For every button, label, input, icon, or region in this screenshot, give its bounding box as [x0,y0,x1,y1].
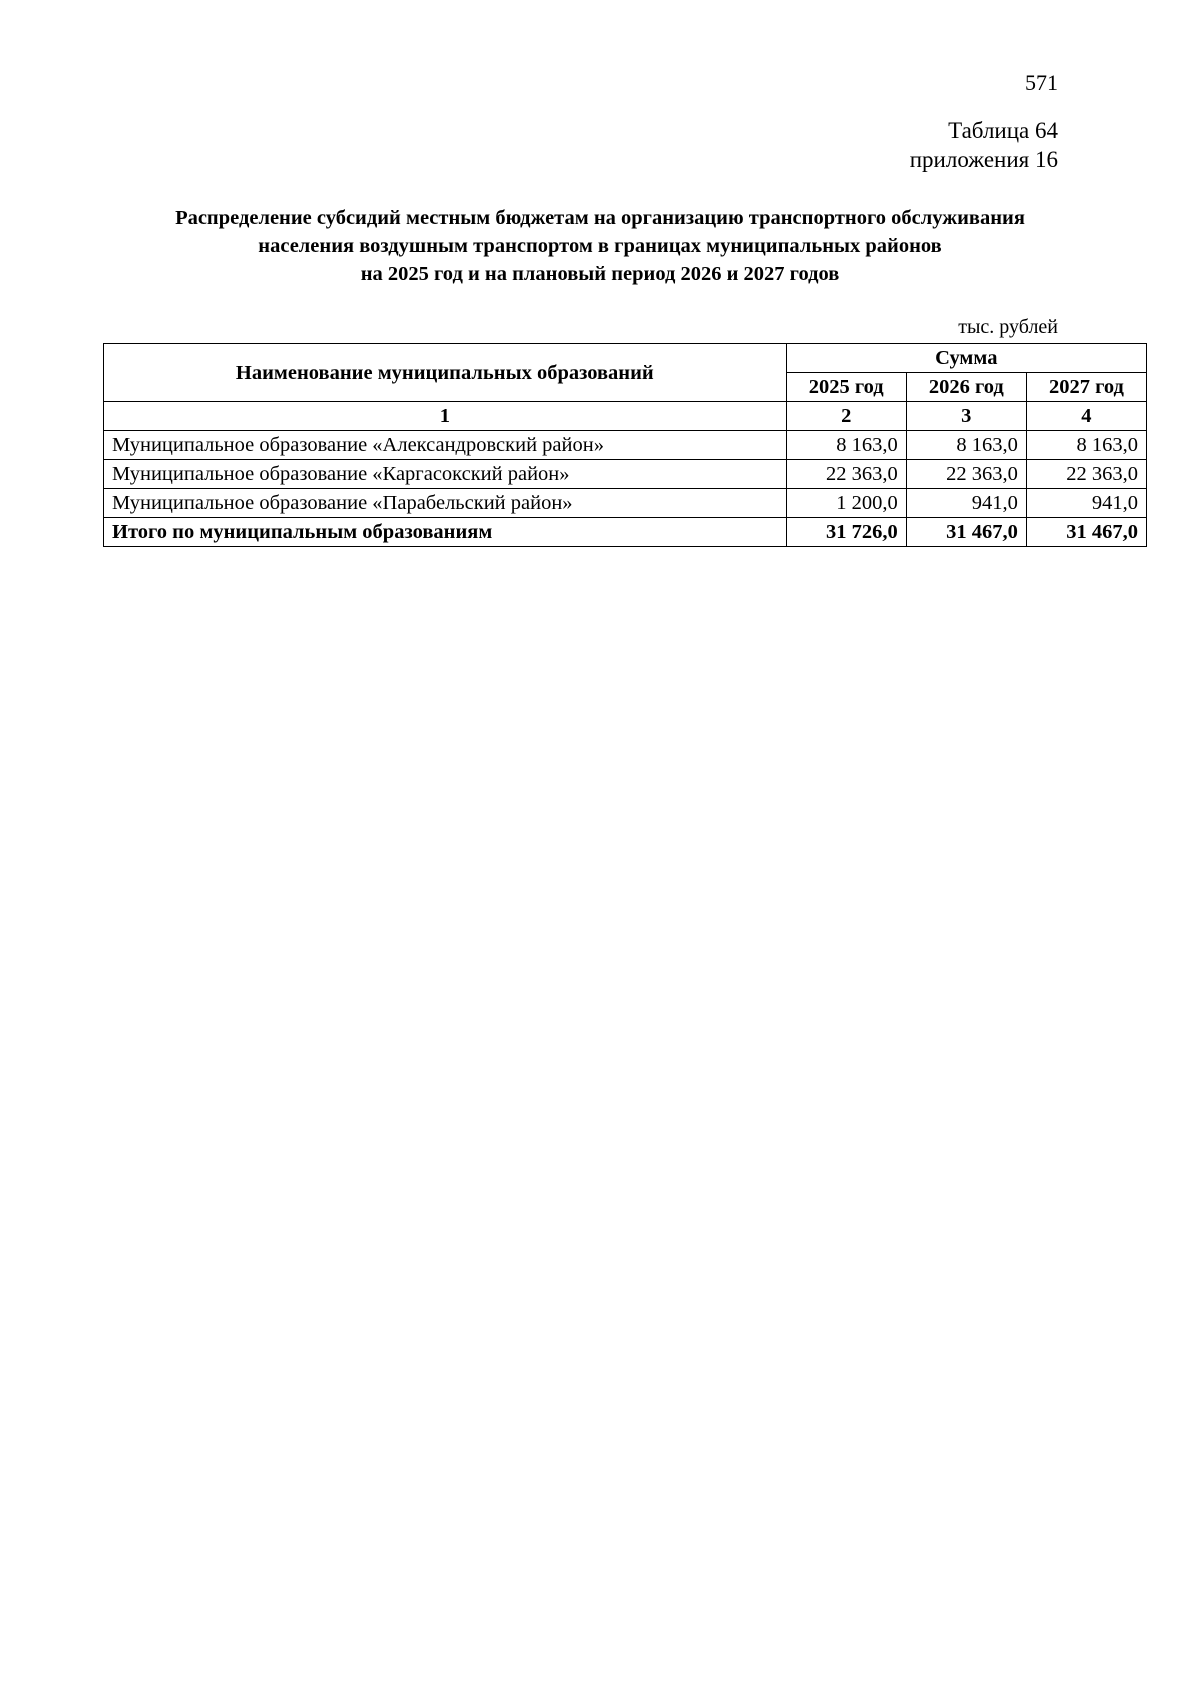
column-number: 4 [1026,402,1146,431]
units-label: тыс. рублей [958,316,1058,338]
document-title [96,204,1104,288]
municipality-name: Муниципальное образование «Парабельский район» [104,489,787,518]
title-line-1: Распределение субсидий местным бюджетам на организацию транспортного обслуживания [175,207,1025,229]
column-number: 3 [906,402,1026,431]
amount-cell: 22 363,0 [1026,460,1146,489]
table-number: Таблица 64 [948,118,1058,143]
total-amount: 31 726,0 [786,518,906,547]
total-amount: 31 467,0 [906,518,1026,547]
header-sum: Сумма [786,344,1146,373]
table-reference [910,116,1058,174]
header-year: 2027 год [1026,373,1146,402]
amount-cell: 941,0 [906,489,1026,518]
header-year: 2026 год [906,373,1026,402]
header-year: 2025 год [786,373,906,402]
municipality-name: Муниципальное образование «Каргасокский район» [104,460,787,489]
table-row [104,460,1147,489]
column-number: 2 [786,402,906,431]
amount-cell: 22 363,0 [786,460,906,489]
title-line-2: населения воздушным транспортом в границах муниципальных районов [258,235,942,257]
title-line-3: на 2025 год и на плановый период 2026 и 2027 годов [360,263,840,285]
amount-cell: 8 163,0 [786,431,906,460]
amount-cell: 941,0 [1026,489,1146,518]
column-numbers-row [104,402,1147,431]
total-row [104,518,1147,547]
subsidy-table [103,343,1147,547]
table-row [104,431,1147,460]
amount-cell: 1 200,0 [786,489,906,518]
column-number: 1 [104,402,787,431]
total-amount: 31 467,0 [1026,518,1146,547]
table-row [104,489,1147,518]
municipality-name: Муниципальное образование «Александровский район» [104,431,787,460]
page-number: 571 [1025,70,1058,95]
header-row [104,344,1147,373]
appendix-number: приложения 16 [909,147,1058,172]
total-label: Итого по муниципальным образованиям [104,518,787,547]
amount-cell: 8 163,0 [906,431,1026,460]
amount-cell: 8 163,0 [1026,431,1146,460]
amount-cell: 22 363,0 [906,460,1026,489]
header-name: Наименование муниципальных образований [104,344,787,402]
